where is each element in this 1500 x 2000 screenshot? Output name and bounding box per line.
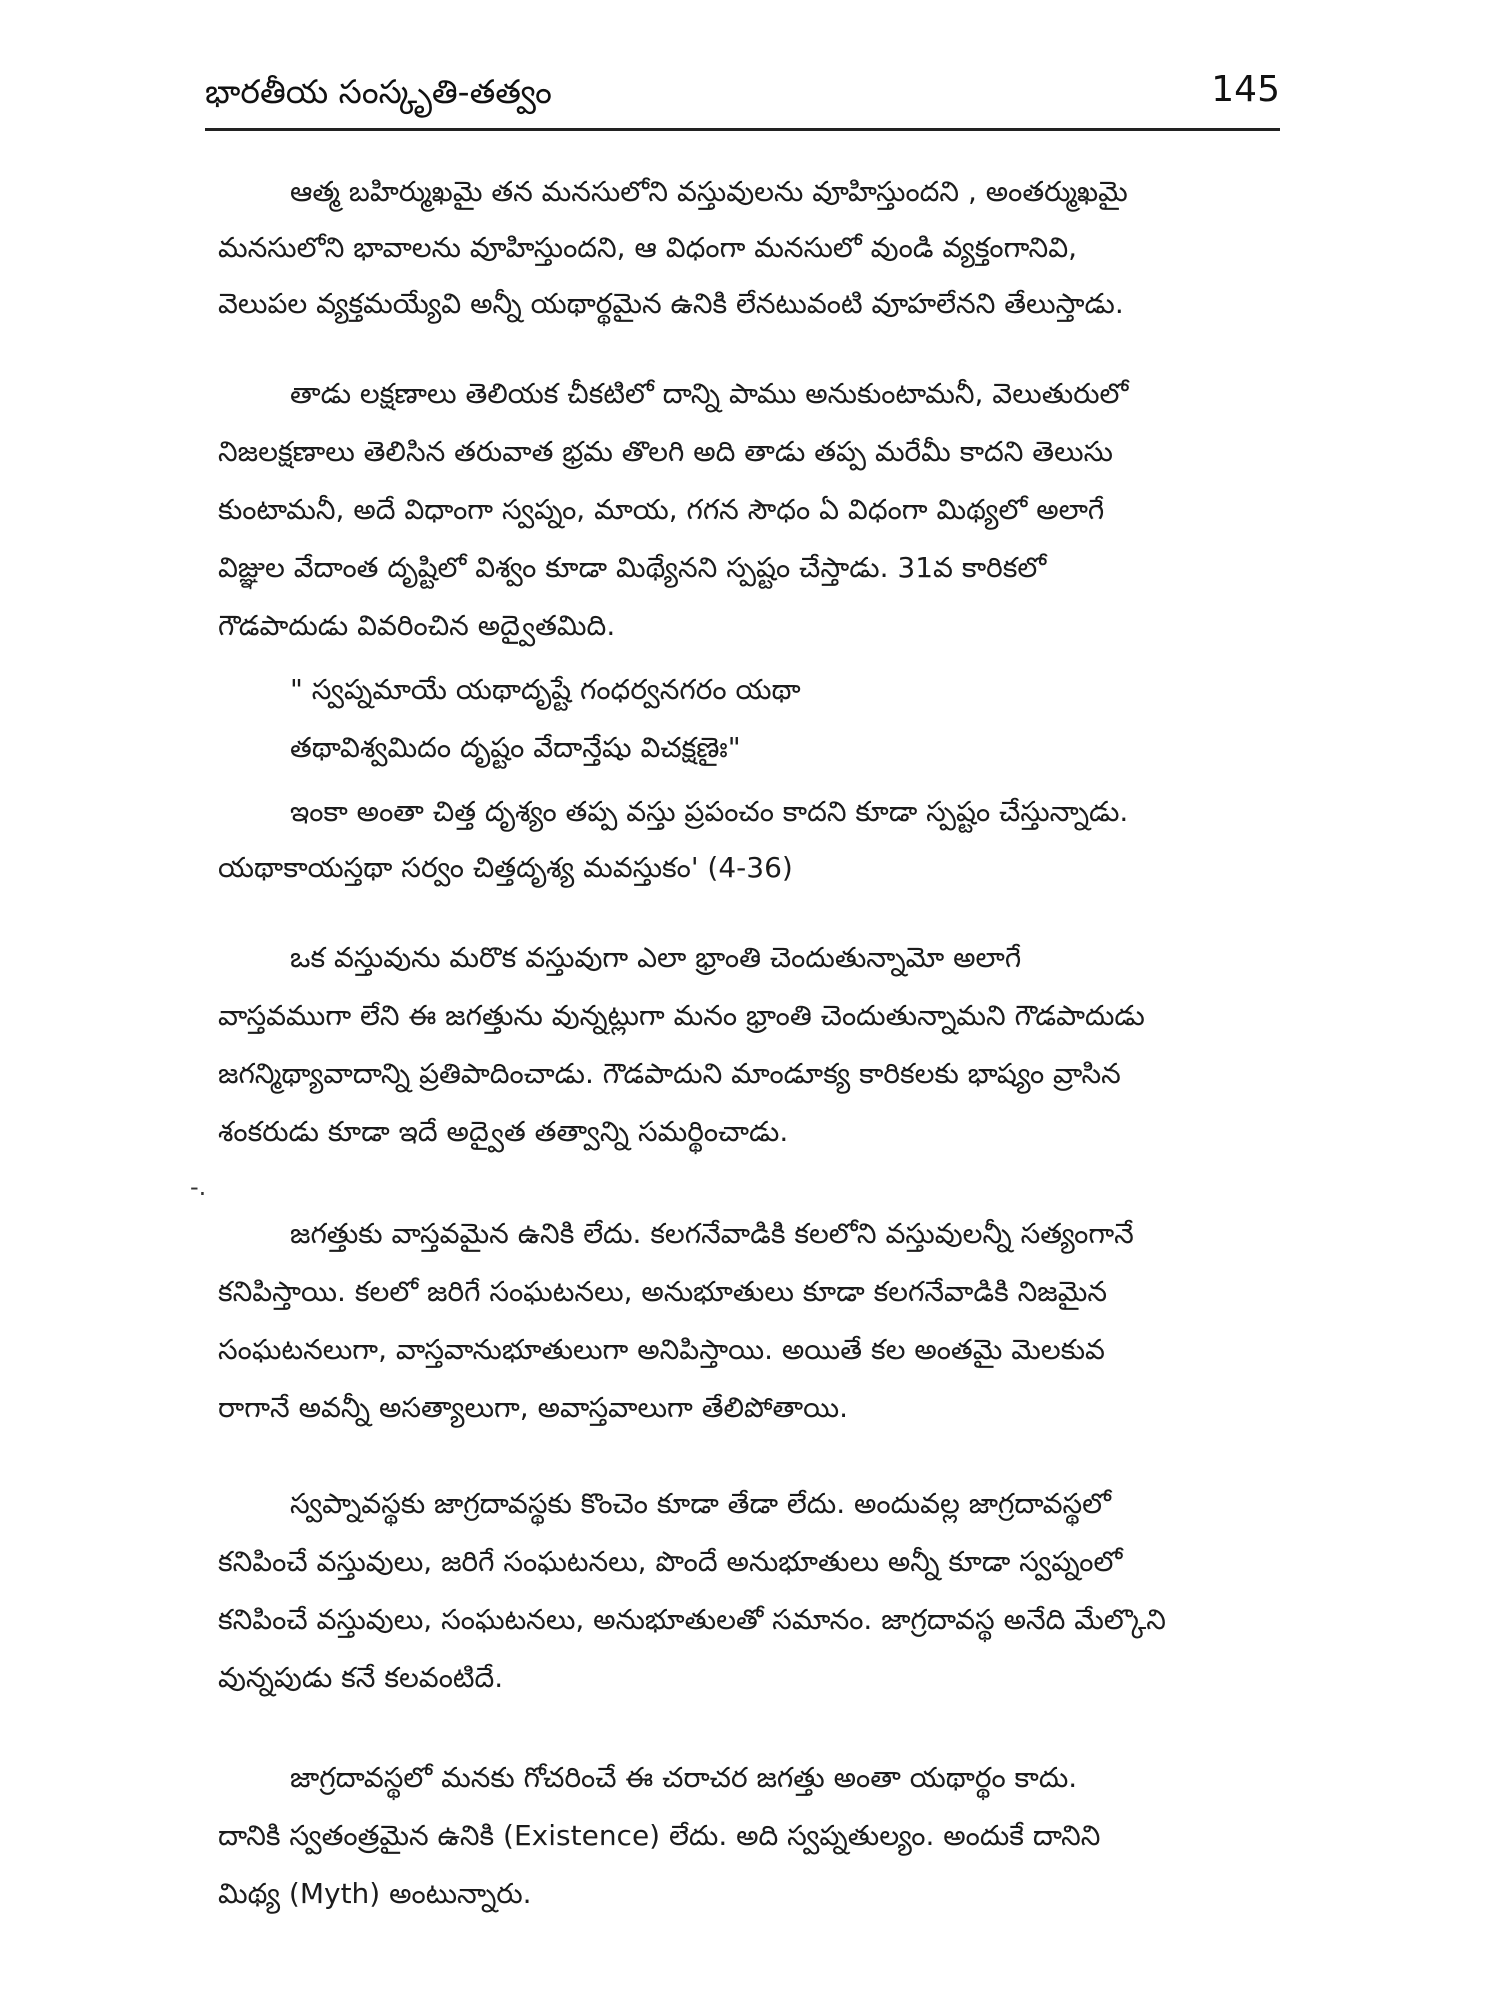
text-line: జగన్మిథ్యావాదాన్ని ప్రతిపాదించాడు. గౌడపాదుని మాండూక్య కారికలకు భాష్యం వ్రాసిన bbox=[218, 1057, 1121, 1090]
text-line: తాడు లక్షణాలు తెలియక చీకటిలో దాన్ని పాము అనుకుంటామనీ, వెలుతురులో bbox=[290, 377, 1129, 410]
verse-line: తథావిశ్వమిదం దృష్టం వేదాన్తేషు విచక్షణైః" bbox=[290, 731, 741, 764]
text-line: సంఘటనలుగా, వాస్తవానుభూతులుగా అనిపిస్తాయి. అయితే కల అంతమై మెలకువ bbox=[218, 1333, 1105, 1366]
verse-line: " స్వప్నమాయే యథాదృష్టే గంధర్వనగరం యథా bbox=[290, 673, 801, 706]
text-line: స్వప్నావస్థకు జాగ్రదావస్థకు కొంచెం కూడా తేడా లేదు. అందువల్ల జాగ్రదావస్థలో bbox=[290, 1487, 1111, 1520]
text-line: కుంటామనీ, అదే విధాంగా స్వప్నం, మాయ, గగన సౌధం ఏ విధంగా మిథ్యలో అలాగే bbox=[218, 493, 1105, 526]
text-line: ఆత్మ బహిర్ముఖమై తన మనసులోని వస్తువులను వూహిస్తుందని , అంతర్ముఖమై bbox=[290, 175, 1128, 208]
text-line: రాగానే అవన్నీ అసత్యాలుగా, అవాస్తవాలుగా తేలిపోతాయి. bbox=[218, 1391, 849, 1424]
text-line: వాస్తవముగా లేని ఈ జగత్తును వున్నట్లుగా మనం భ్రాంతి చెందుతున్నామని గౌడపాదుడు bbox=[218, 999, 1145, 1032]
text-line: నిజలక్షణాలు తెలిసిన తరువాత భ్రమ తొలగి అది తాడు తప్ప మరేమీ కాదని తెలుసు bbox=[218, 435, 1113, 468]
text-line: మిథ్య (Myth) అంటున్నారు. bbox=[218, 1877, 532, 1910]
text-line: జగత్తుకు వాస్తవమైన ఉనికి లేదు. కలగనేవాడికి కలలోని వస్తువులన్నీ సత్యంగానే bbox=[290, 1217, 1134, 1250]
text-line: దానికి స్వతంత్రమైన ఉనికి (Existence) లేదు. అది స్వప్నతుల్యం. అందుకే దానిని bbox=[218, 1819, 1101, 1852]
text-line: కనిపిస్తాయి. కలలో జరిగే సంఘటనలు, అనుభూతులు కూడా కలగనేవాడికి నిజమైన bbox=[218, 1275, 1107, 1308]
text-line: ఒక వస్తువును మరొక వస్తువుగా ఎలా భ్రాంతి చెందుతున్నామో అలాగే bbox=[290, 941, 1022, 974]
text-line: జాగ్రదావస్థలో మనకు గోచరించే ఈ చరాచర జగత్తు అంతా యథార్థం కాదు. bbox=[290, 1761, 1078, 1794]
margin-mark: -. bbox=[190, 1173, 207, 1201]
running-header bbox=[205, 62, 1280, 122]
running-title: భారతీయ సంస్కృతి-తత్వం bbox=[205, 72, 552, 111]
text-line: విజ్ఞుల వేదాంత దృష్టిలో విశ్వం కూడా మిథ్యేనని స్పష్టం చేస్తాడు. 31వ కారికలో bbox=[218, 551, 1047, 584]
page-number: 145 bbox=[1211, 69, 1280, 110]
text-line: వున్నపుడు కనే కలవంటిదే. bbox=[218, 1661, 504, 1694]
text-line: వెలుపల వ్యక్తమయ్యేవి అన్నీ యథార్థమైన ఉనికి లేనటువంటి వూహలేనని తేలుస్తాడు. bbox=[218, 287, 1124, 320]
header-rule bbox=[205, 128, 1280, 131]
text-line: కనిపించే వస్తువులు, జరిగే సంఘటనలు, పొందే అనుభూతులు అన్నీ కూడా స్వప్నంలో bbox=[218, 1545, 1123, 1578]
text-line: యథాకాయస్తథా సర్వం చిత్తదృశ్య మవస్తుకం' (4-36) bbox=[218, 851, 793, 884]
text-line: మనసులోని భావాలను వూహిస్తుందని, ఆ విధంగా మనసులో వుండి వ్యక్తంగానివి, bbox=[218, 231, 1078, 264]
text-line: గౌడపాదుడు వివరించిన అద్వైతమిది. bbox=[218, 609, 616, 642]
text-line: శంకరుడు కూడా ఇదే అద్వైత తత్వాన్ని సమర్థించాడు. bbox=[218, 1115, 789, 1148]
text-line: ఇంకా అంతా చిత్త దృశ్యం తప్ప వస్తు ప్రపంచం కాదని కూడా స్పష్టం చేస్తున్నాడు. bbox=[290, 795, 1129, 828]
text-line: కనిపించే వస్తువులు, సంఘటనలు, అనుభూతులతో సమానం. జాగ్రదావస్థ అనేది మేల్కొని bbox=[218, 1603, 1166, 1636]
